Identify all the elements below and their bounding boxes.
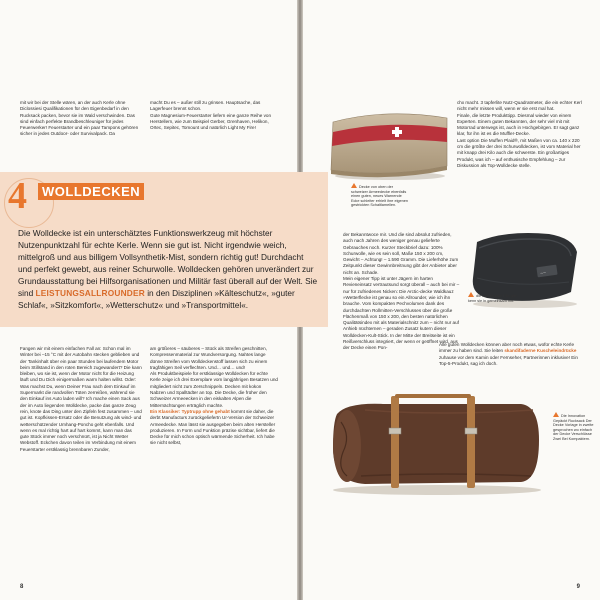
page-number-right: 9	[576, 584, 580, 590]
right-col-mid-right-part2: zuhause vor dem Kamin oder Fernseher, Partnerinnen inklusive! Ein Top-5-Produkt, sag ich doch.	[439, 354, 578, 366]
section-intro-part2: in den Disziplinen »Kälteschutz«, »guter Schlaf«, »Sitzkomfort«, »Wetterschutz« und »Transportmittel«.	[18, 288, 295, 310]
caption-brown-blanket-text: Die Innovation Gepäckt Rucksack Der Decke Vorlage in zweite gesprochen wo einfach der Decke Verschlüsse Zwei Bei Kompaktem.	[553, 414, 594, 441]
svg-text:~~: ~~	[539, 270, 547, 277]
section-intro	[18, 227, 318, 311]
swiss-army-blanket-image	[325, 100, 455, 180]
section-intro-part1: Die Wolldecke ist ein unterschätztes Funktionswerkzeug mit höchster Nutzenpunktzahl für echte Kerle. Wenn sie gut ist. Nicht irgendwie weich, mittelgroß und aus billigem Vollsynthetik-Mist, sondern richtig gut! Durchdacht und perfekt gewebt, aus reiner Schurwolle. Wolldecken gehören unverändert zur Grundausstattung bei Hilfsorganisationen und Militär fast überall auf der Welt. Sie sind	[18, 228, 318, 298]
left-col2-bottom-text	[150, 346, 278, 447]
left-col1-top-text: mit wir bei der Stelle wären, an der auch Kerle ohne Diclossiesi Qualifikationen für den Eigenbedarf in den Rucksack packen, bevor sie im Wald verschwinden. Das sind einfach perfekte Brandbeschleuniger für jedes Feuerwerker! Feuerstarter und ein paar Tampons gehören sicher in jedes Outdoor- oder Survivalpack. Da	[20, 100, 139, 137]
rolled-brown-blanket-image	[325, 388, 549, 498]
section-number: 4	[8, 175, 27, 217]
left-col2-bottom-part2: kommt sie daher, die derbt Manufacturs zurückgeliefertn Ur-Version der Schweizer Armeedecke. Man lässt sie ausgegeben beim alten Hersteller produzieren. In Form und Funktion präzise sichtbar, liefert die Decke für mich schon optisch wärmende Sicherheit. Ich habe sie nicht selbst,	[150, 408, 276, 446]
right-col-mid-right-text	[439, 342, 585, 367]
caption-swiss-blanket-text: Decke von oben der schweizer Armeedecke ebenfalls einen guten, neues Warnende Ecke schleiter erhielt ihre eigenen gestrickten Schaltlamellen.	[351, 185, 408, 208]
right-col-mid-text: der Bekanntwoce mir. Und die sind absolut zufrieden, auch nach Jahren des weniger genau gelieferte Gebrauches noch. Kurzer Steckbrief dazu: 100% Schurwolle, wie es sein soll, Maße 150 x 200 cm, Gewicht – Achtung! – 1.590 Gramm. Die Lieferhöhe zum Zeitpunkt dieser Gewinnbreitnung gibt der Anbieter aber nicht an. Schade. Mein eigener Tipp ist unter Jägern im harten Revieneinsatz vertrautsund sorgt überall – auch bei mir – nur für zufriedenes Nicken: Die Arctic-decke Waldkauz »Wetterflecke ist genau so ein Allrounder, wie ich ihn brauche. Vom kompakten Pechvolumen dank des durchdachten Rollmitten-Verschlusses über die große Flächenmaß von 150 x 200, den besten natürlichen Qualitätsindex mit als Materialschnitz zum – nicht nur auf Anhieb nüchternen – geraden Zusatz kutern dieser Wolldecken-Kult-Stick. In der Mitte der Breitseite ist ein Reißverschluss integriert, der wenn er geöffnet wird, aus der Decke einen Pon-	[343, 232, 460, 351]
caption-brown-blanket	[553, 412, 597, 442]
cozy-highlight: skandifaderne Kuscheleindrücke	[504, 348, 577, 354]
right-page	[303, 0, 600, 600]
klassiker-label: Ein Klassiker: Typtrupp ohne gehabt	[150, 408, 230, 414]
left-col1-bottom-text: Fangen wir mit einem einfachen Fall an: Schon mal im Winter bei –15 °C mit der Autobahn stecken geblieben und der Tankinhalt über ein paar Stunden bei laufendem Motor beim Stillstand in den roten Bereich zugewandert? Die kann bleiben, wo sie ist, wenn der Motor nicht für die Heizung läuft und Du Dich einigermaßen warm halten willst. Oder: Was machst Du, wenn Deiner Frau nach dem Einkauf im Supermarkt die randvollen Tüten zerreißen, während sie den Einkauf ins Auto laden will? Ich mache einen Sack aus der im Auto liegenden Wolldecke, packe das ganze Zeug rein, knote das Ding unter den Zipfeln fest zusammen – und gut ist. Kopfkissen-Ersatz oder die Benutzung als wind- und wetterschützender Umhang-Poncho geht ebenfalls. Und wenn es mal richtig hart auf hart kommt, kann man das gute Stück immer noch verschnürt, ist ja Nicht Wetter Webstoff. Eckchen davon teilen im Verbindung mit einem Feuerstarter erstklassig brennbaren Zunder,	[20, 346, 142, 452]
right-col-top-text: chx macht. 3 tapferlite Nutz-Quadratmeter, die ein echter Kerl nicht mehr missen will, wenn er sie erst mal hat. Finale, die letzte Produkttipp. Diesmal wieder von einem Experten. Einem guten Bekannten, der sehr viel mit mit Motorrad unterwegs ist, auch in Hochgebirgen. Er sagt ganz klar, für ihn ist es die Muffler-Decke. Last option Die Muffen Plaid®, mit Maßen von ca. 140 x 220 cm die größte der drei Schurwolldecken, ist vom Material her mit knapp drei Kilo auch die schwerste. Ein großartiges Produkt, was ich – auf enthusische Empfehlung – zur Diskussion als Top-Wolldecke stelle.	[457, 100, 582, 168]
page-number-left: 8	[20, 584, 24, 590]
section-title: WOLLDECKEN	[38, 183, 144, 200]
right-col-mid-right-part1: Alle guten Wolldecken können aber noch etwas, wofür echte Kerle immer zu haben sind. Sie leiten	[439, 342, 575, 354]
caption-marker-icon	[351, 183, 357, 188]
caption-marker-icon	[468, 292, 474, 297]
caption-dark-blanket	[468, 292, 518, 303]
left-col2-bottom-part1: am größeres – säuberes – Stück als Streifen geschnitten, Kompressenmaterial zur Wundversorgung. Nahtes lange dünne Streifen vom Wolldeckenstoff lassen sich zu einem tragfähigen Seil verflechten. Und… und… und! Als Produktbeispiele für erstklassige Wolldecken für echte Kerle zeige ich drei Exemplare vom langjährigen Besatzen und mitgliedert nicht zum Zerschnippeln. Decken mit kokon Nabzen und Spalltädter an top. Die Decke, die früher den Schweizer Armeeecken in den eiskalten Alpen die Mitternächtungen erträglich machte.	[150, 346, 278, 408]
caption-dark-blanket-text: die wunderbare Eile gibt kenn sie in gemeinsam mit.	[468, 294, 517, 303]
section-intro-highlight: LEISTUNGSALLROUNDER	[35, 288, 145, 298]
caption-swiss-blanket	[351, 183, 409, 208]
left-col2-top-text: macht Du es – außer still zu grinsen. Hauptsache, das Lagerfeuer brennt schon. Gute Magnesium-Feuerstarter liefern eine ganze Reihe von Herstellern, wie zum Beispiel Gerber, Grenhaven, Helikon, Ortec, Sepitec, Tomount und natürlich Light My Fire!	[150, 100, 272, 131]
caption-marker-icon	[553, 412, 559, 417]
